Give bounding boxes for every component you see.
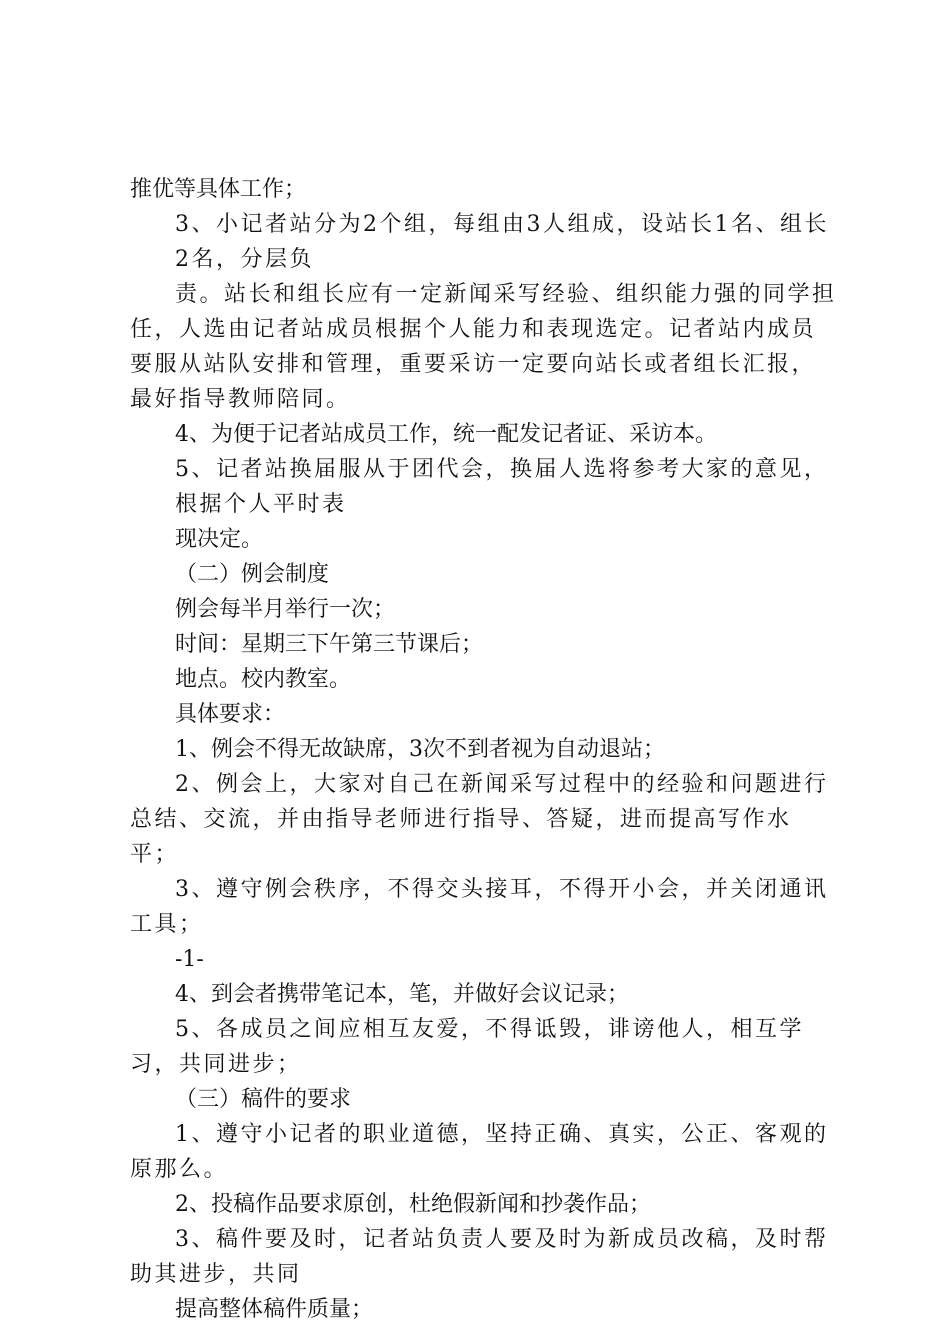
text-line: 4、为便于记者站成员工作，统一配发记者证、采访本。 bbox=[175, 422, 717, 447]
text-line: 地点。校内教室。 bbox=[175, 667, 352, 692]
text-line: 3、小记者站分为2个组，每组由3人组成，设站长1名、组长2名，分层负 bbox=[175, 212, 829, 272]
text-line: 提高整体稿件质量； bbox=[175, 1297, 374, 1322]
text-line: 4、到会者携带笔记本，笔，并做好会议记录； bbox=[175, 982, 629, 1007]
text-line: 例会每半月举行一次； bbox=[175, 597, 396, 622]
text-line: 5、记者站换届服从于团代会，换届人选将参考大家的意见，根据个人平时表 bbox=[175, 457, 829, 517]
text-line: 2、投稿作品要求原创，杜绝假新闻和抄袭作品； bbox=[175, 1192, 651, 1217]
text-line: 1、例会不得无故缺席，3次不到者视为自动退站； bbox=[175, 737, 665, 762]
text-line: 2、例会上，大家对自己在新闻采写过程中的经验和问题进行总结、交流，并由指导老师进行指导、答疑，进而提高写作水平； bbox=[130, 772, 829, 867]
page-number: -1- bbox=[175, 947, 204, 972]
document-body bbox=[130, 172, 840, 1327]
text-line: 责。站长和组长应有一定新闻采写经验、组织能力强的同学担任，人选由记者站成员根据个人能力和表现选定。记者站内成员要服从站队安排和管理，重要采访一定要向站长或者组长汇报，最好指导教师陪同。 bbox=[130, 282, 837, 412]
text-line: 推优等具体工作； bbox=[130, 177, 307, 202]
text-line: 1、遵守小记者的职业道德，坚持正确、真实，公正、客观的原那么。 bbox=[130, 1122, 829, 1182]
text-line: 5、各成员之间应相互友爱，不得诋毁，诽谤他人，相互学习，共同进步； bbox=[130, 1017, 804, 1077]
section-heading: （三）稿件的要求 bbox=[175, 1087, 352, 1112]
text-line: 时间：星期三下午第三节课后； bbox=[175, 632, 484, 657]
text-line: 现决定。 bbox=[175, 527, 264, 552]
text-line: 3、稿件要及时，记者站负责人要及时为新成员改稿，及时帮助其进步，共同 bbox=[130, 1227, 829, 1287]
text-line: 3、遵守例会秩序，不得交头接耳，不得开小会，并关闭通讯工具； bbox=[130, 877, 829, 937]
text-line: 具体要求： bbox=[175, 702, 286, 727]
section-heading: （二）例会制度 bbox=[175, 562, 330, 587]
